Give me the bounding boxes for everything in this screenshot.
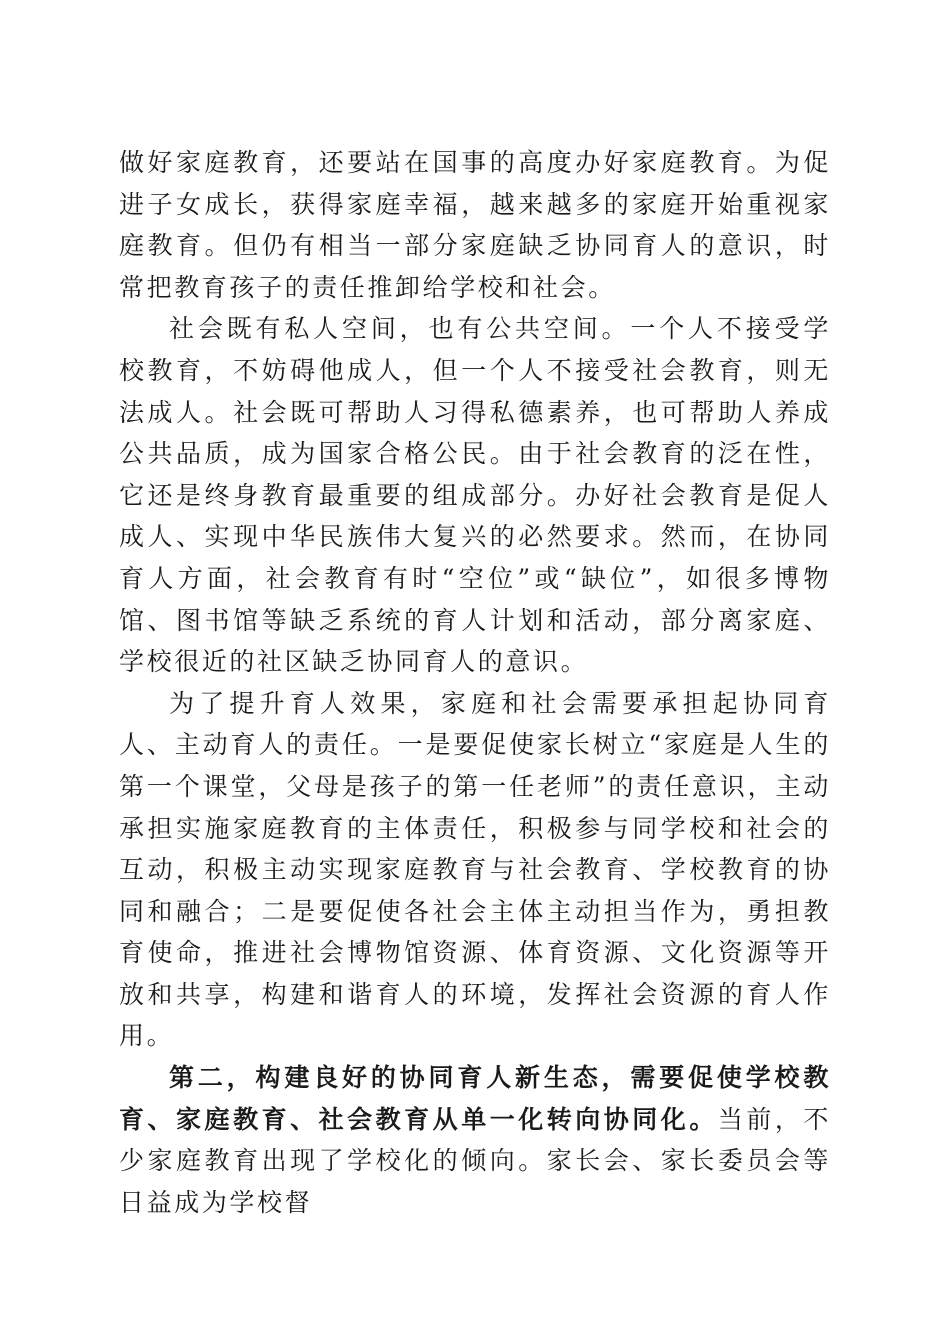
paragraph-1: 做好家庭教育，还要站在国事的高度办好家庭教育。为促进子女成长，获得家庭幸福，越来越多的家庭开始重视家庭教育。但仍有相当一部分家庭缺乏协同育人的意识，时常把教育孩子的责任推卸给学校和社会。 — [119, 148, 831, 302]
paragraph-4-body: 当前，不少家庭教育出现了学校化的倾向。家长会、家长委员会等日益成为学校督 — [119, 1104, 831, 1217]
paragraph-3: 为了提升育人效果，家庭和社会需要承担起协同育人、主动育人的责任。一是要促使家长树立“家庭是人生的第一个课堂，父母是孩子的第一任老师”的责任意识，主动承担实施家庭教育的主体责任，积极参与同学校和社会的互动，积极主动实现家庭教育与社会教育、学校教育的协同和融合；二是要促使各社会主体主动担当作为，勇担教育使命，推进社会博物馆资源、体育资源、文化资源等开放和共享，构建和谐育人的环境，发挥社会资源的育人作用。 — [119, 688, 831, 1051]
paragraph-4 — [119, 1057, 831, 1223]
paragraph-2: 社会既有私人空间，也有公共空间。一个人不接受学校教育，不妨碍他成人，但一个人不接受社会教育，则无法成人。社会既可帮助人习得私德素养，也可帮助人养成公共品质，成为国家合格公民。由于社会教育的泛在性，它还是终身教育最重要的组成部分。办好社会教育是促人成人、实现中华民族伟大复兴的必然要求。然而，在协同育人方面，社会教育有时“空位”或“缺位”，如很多博物馆、图书馆等缺乏系统的育人计划和活动，部分离家庭、学校很近的社区缺乏协同育人的意识。 — [119, 314, 831, 677]
paragraph-4-lead: 第二，构建良好的协同育人新生态，需要促使学校教育、家庭教育、社会教育从单一化转向协同化。 — [119, 1063, 831, 1134]
document-body — [119, 142, 831, 1223]
